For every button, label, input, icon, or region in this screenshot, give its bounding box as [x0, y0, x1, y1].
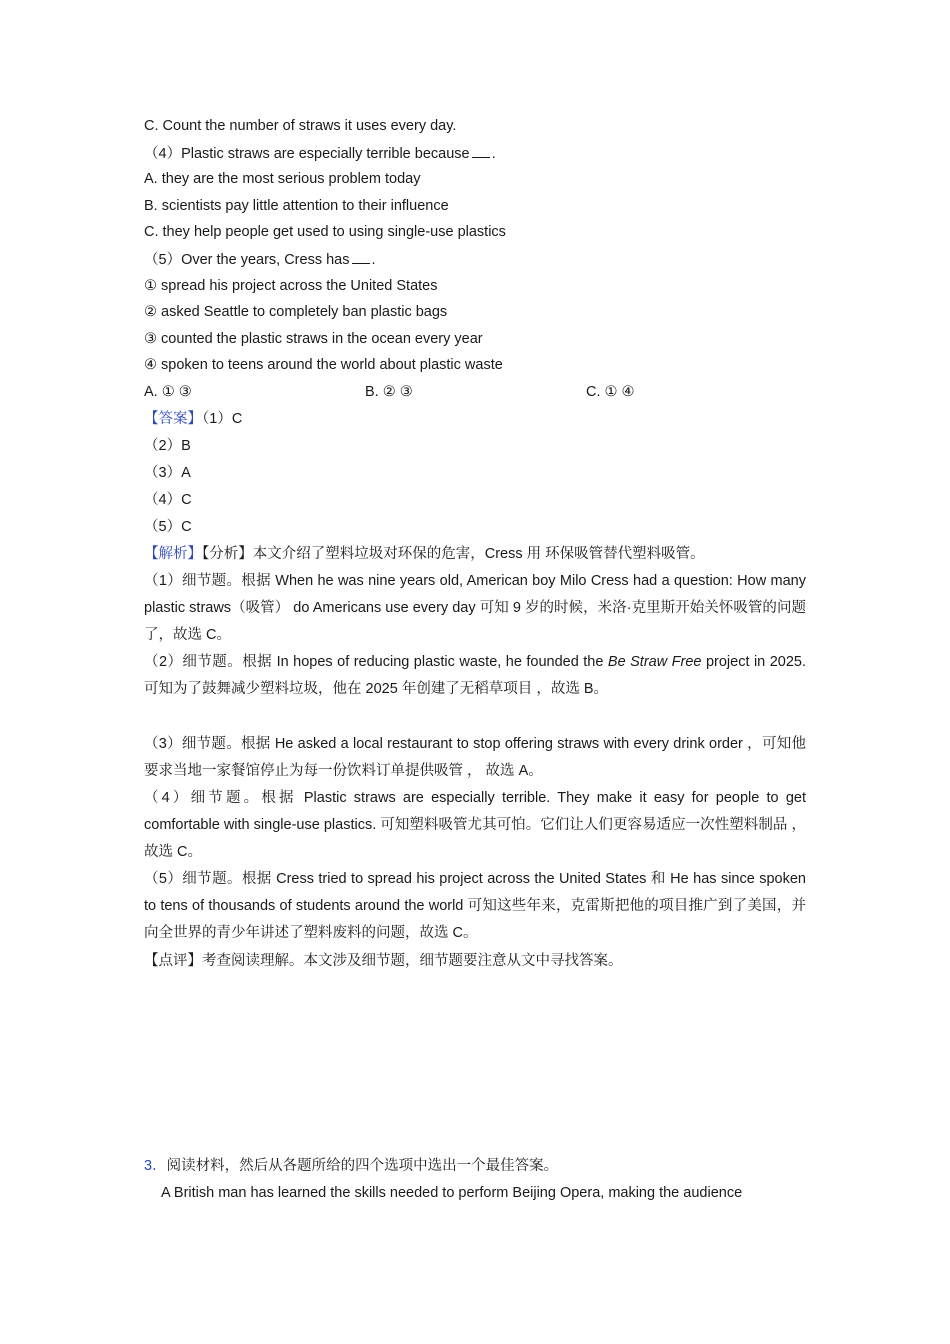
- option-c-line: C. Count the number of straws it uses every day.: [144, 118, 457, 134]
- analysis-paragraph-2: （2）细节题。根据 In hopes of reducing plastic waste, he founded the Be Straw Free project in 2025. 可知为了鼓舞减少塑料垃圾，他在 2025 年创建了无稻草项目 ，故选 B。: [144, 654, 807, 697]
- analysis-paragraph-1: （1）细节题。根据 When he was nine years old, American boy Milo Cress had a question: How many plastic straws（吸管） do Americans use every day 可知 9 岁的时候，米洛·克里斯开始关怀吸管的问题了，故选 C。: [144, 573, 806, 643]
- analysis-paragraph-5: （5）细节题。根据 Cress tried to spread his project across the United States 和 He has since spoken to tens of thousands of students around the world 可知这些年来，克雷斯把他的项目推广到了美国，并向全世界的青少年讲述了塑料废料的问题，故选 C。: [144, 871, 806, 941]
- q5-option-a: A. ① ③: [144, 384, 192, 400]
- answer-blank: [352, 249, 370, 264]
- q5-statement-2: ② asked Seattle to completely ban plastic bags: [144, 304, 448, 320]
- q4-option-b: B. scientists pay little attention to their influence: [144, 198, 449, 214]
- answer-3: （3）A: [144, 465, 191, 481]
- question-3-instruction: 3．阅读材料，然后从各题所给的四个选项中选出一个最佳答案。: [144, 1158, 559, 1174]
- q4-option-c: C. they help people get used to using single-use plastics: [144, 224, 506, 240]
- question-4: （4）Plastic straws are especially terrible because .: [144, 143, 496, 164]
- answer-2: （2）B: [144, 438, 191, 454]
- comment-line: 【点评】考查阅读理解。本文涉及细节题，细节题要注意从文中寻找答案。: [144, 953, 623, 969]
- q5-statement-3: ③ counted the plastic straws in the ocean every year: [144, 331, 483, 347]
- answer-4: （4）C: [144, 492, 192, 508]
- answer-tag: 【答案】: [144, 411, 202, 427]
- q5-statement-1: ① spread his project across the United States: [144, 278, 438, 294]
- question-5: （5）Over the years, Cress has .: [144, 249, 376, 270]
- analysis-paragraph-4: （4）细节题。根据 Plastic straws are especially terrible. They make it easy for people to get comfortable with single-use plastics. 可知塑料吸管尤其可怕。它们让人们更容易适应一次性塑料制品 ， 故选 C。: [144, 790, 806, 860]
- passage-first-line: A British man has learned the skills needed to perform Beijing Opera, making the audience: [161, 1185, 743, 1201]
- q4-option-a: A. they are the most serious problem today: [144, 171, 421, 187]
- project-name: Be Straw Free: [607, 654, 702, 670]
- analysis-header: 【解析】【分析】本文介绍了塑料垃圾对环保的危害，Cress 用 环保吸管替代塑料吸管。: [144, 546, 705, 562]
- answer-5: （5）C: [144, 519, 192, 535]
- q5-option-c: C. ① ④: [586, 384, 635, 400]
- answer-header: 【答案】（1）C: [144, 411, 243, 427]
- question-number: 3．: [144, 1158, 167, 1174]
- analysis-paragraph-3: （3）细节题。根据 He asked a local restaurant to stop offering straws with every drink order ，可知他要求当地一家餐馆停止为每一份饮料订单提供吸管 ， 故选 A。: [144, 736, 806, 779]
- q5-statement-4: ④ spoken to teens around the world about plastic waste: [144, 357, 503, 373]
- analysis-tag: 【解析】: [144, 546, 202, 562]
- q5-option-b: B. ② ③: [365, 384, 413, 400]
- answer-blank: [472, 143, 490, 158]
